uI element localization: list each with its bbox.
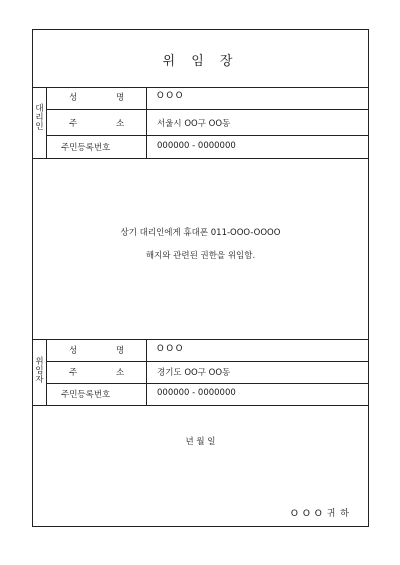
- name-label-char: 성: [69, 346, 78, 356]
- rrn-label: 주민등록번호: [61, 390, 111, 400]
- delegator-name-value: O O O: [157, 344, 183, 354]
- agent-name-value: O O O: [157, 91, 183, 101]
- divider: [46, 135, 368, 136]
- addressee: O O O 귀 하: [290, 509, 350, 519]
- divider: [33, 339, 368, 340]
- form-title: 위 임 장: [162, 54, 239, 69]
- divider: [33, 158, 368, 159]
- divider: [146, 339, 147, 405]
- divider: [46, 361, 368, 362]
- address-label-char: 주: [69, 368, 78, 378]
- delegator-address-value: 경기도 OO구 OO동: [157, 368, 231, 378]
- agent-rrn-value: 000000 - 0000000: [157, 141, 236, 151]
- address-label-char: 소: [116, 119, 125, 129]
- date-line: 년 월 일: [185, 437, 216, 447]
- name-label-char: 성: [69, 93, 78, 103]
- delegator-section-label: 위 임 자: [35, 357, 44, 385]
- address-label-char: 소: [116, 368, 125, 378]
- divider: [33, 87, 368, 88]
- divider: [46, 109, 368, 110]
- statement-line-1: 상기 대리인에게 휴대폰 011-OOO-OOOO: [120, 228, 281, 238]
- rrn-label: 주민등록번호: [61, 143, 111, 153]
- divider: [46, 87, 47, 158]
- delegator-rrn-value: 000000 - 0000000: [157, 388, 236, 398]
- name-label-char: 명: [116, 346, 125, 356]
- delegation-form: [32, 29, 369, 527]
- agent-address-value: 서울시 OO구 OO동: [157, 119, 231, 129]
- divider: [46, 383, 368, 384]
- divider: [33, 405, 368, 406]
- address-label-char: 주: [69, 119, 78, 129]
- divider: [146, 87, 147, 158]
- statement-line-2: 해지와 관련된 권한을 위임함.: [145, 251, 256, 261]
- divider: [46, 339, 47, 405]
- agent-section-label: 대 리 인: [35, 104, 44, 132]
- name-label-char: 명: [116, 93, 125, 103]
